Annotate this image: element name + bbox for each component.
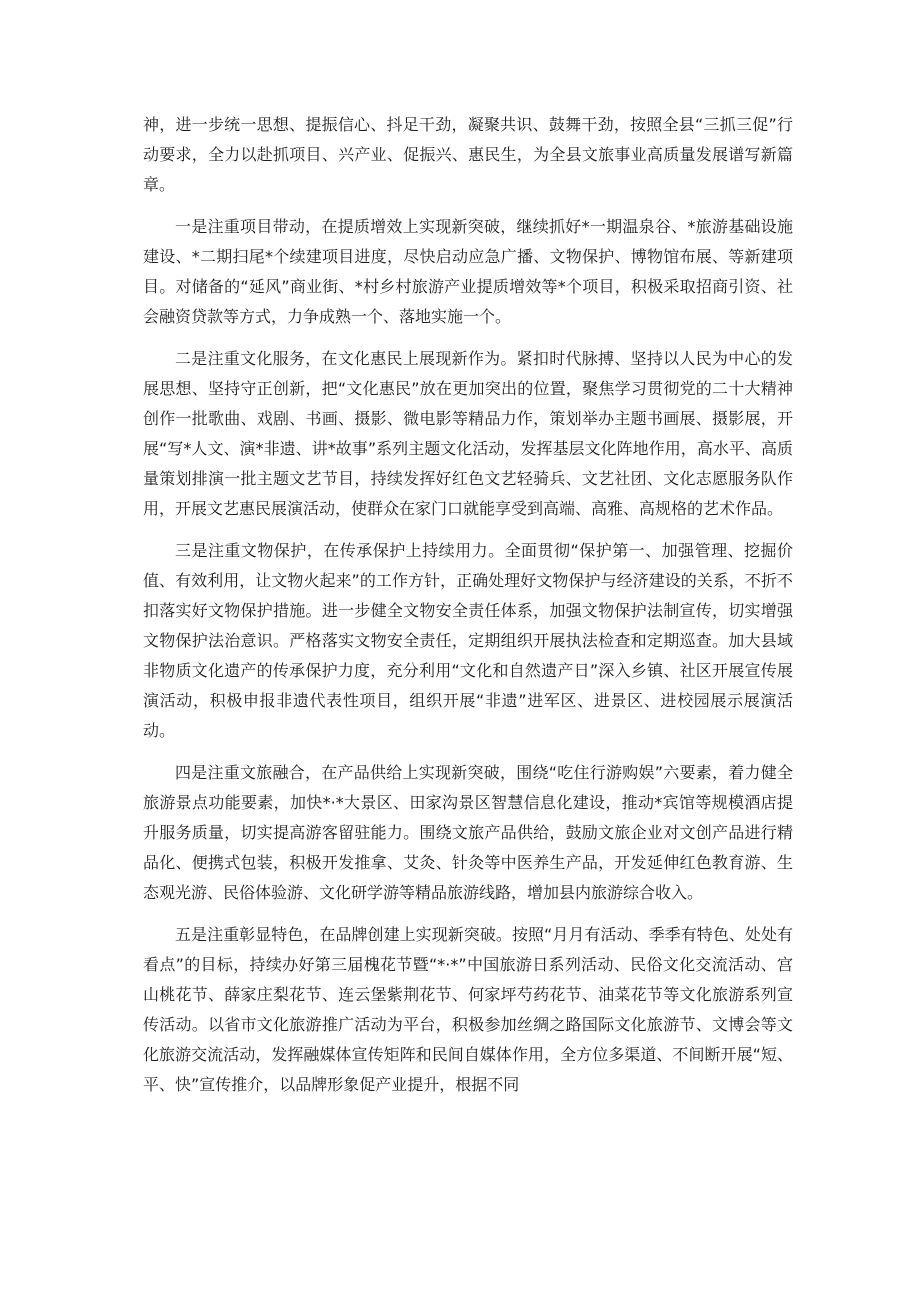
paragraph-project-driven: 一是注重项目带动，在提质增效上实现新突破，继续抓好*一期温泉谷、*旅游基础设施建设、*二期扫尾*个续建项目进度，尽快启动应急广播、文物保护、博物馆布展、等新建项目。对储备的“延风”商业街、*村乡村旅游产业提质增效等*个项目，积极采取招商引资、社会融资贷款等方式，力争成熟一个、落地实施一个。	[143, 217, 793, 326]
paragraph-tourism-integration: 四是注重文旅融合，在产品供给上实现新突破，围绕“吃住行游购娱”六要素，着力健全旅游景点功能要素，加快*·*大景区、田家沟景区智慧信息化建设，推动*宾馆等规模酒店提升服务质量，切实提高游客留驻能力。围绕文旅产品供给，鼓励文旅企业对文创产品进行精品化、便携式包装，积极开发推拿、艾灸、针灸等中医养生产品，开发延伸红色教育游、生态观光游、民俗体验游、文化研学游等精品旅游线路，增加县内旅游综合收入。	[143, 763, 793, 902]
paragraph-cultural-service: 二是注重文化服务，在文化惠民上展现新作为。紧扣时代脉搏、坚持以人民为中心的发展思想、坚持守正创新，把“文化惠民”放在更加突出的位置，聚焦学习贯彻党的二十大精神创作一批歌曲、戏剧、书画、摄影、微电影等精品力作，策划举办主题书画展、摄影展，开展“写*人文、演*非遗、讲*故事”系列主题文化活动，发挥基层文化阵地作用，高水平、高质量策划排演一批主题文艺节目，持续发挥好红色文艺轻骑兵、文艺社团、文化志愿服务队作用，开展文艺惠民展演活动，使群众在家门口就能享受到高端、高雅、高规格的艺术作品。	[143, 349, 793, 518]
document-body	[143, 110, 793, 1112]
paragraph-cultural-relics: 三是注重文物保护，在传承保护上持续用力。全面贯彻“保护第一、加强管理、挖掘价值、有效利用，让文物火起来”的工作方针，正确处理好文物保护与经济建设的关系，不折不扣落实好文物保护措施。进一步健全文物安全责任体系，加强文物保护法制宣传，切实增强文物保护法治意识。严格落实文物安全责任，定期组织开展执法检查和定期巡查。加大县域非物质文化遗产的传承保护力度，充分利用“文化和自然遗产日”深入乡镇、社区开展宣传展演活动，积极申报非遗代表性项目，组织开展“非遗”进军区、进景区、进校园展示展演活动。	[143, 541, 793, 740]
paragraph-continuation: 神，进一步统一思想、提振信心、抖足干劲，凝聚共识、鼓舞干劲，按照全县“三抓三促”行动要求，全力以赴抓项目、兴产业、促振兴、惠民生，为全县文旅事业高质量发展谱写新篇章。	[143, 115, 793, 194]
paragraph-brand-features: 五是注重彰显特色，在品牌创建上实现新突破。按照“月月有活动、季季有特色、处处有看点”的目标，持续办好第三届槐花节暨“*·*”中国旅游日系列活动、民俗文化交流活动、宫山桃花节、薛家庄梨花节、连云堡紫荆花节、何家坪芍药花节、油菜花节等文化旅游系列宣传活动。以省市文化旅游推广活动为平台，积极参加丝绸之路国际文化旅游节、文博会等文化旅游交流活动，发挥融媒体宣传矩阵和民间自媒体作用，全方位多渠道、不间断开展“短、平、快”宣传推介，以品牌形象促产业提升，根据不同	[143, 925, 793, 1094]
